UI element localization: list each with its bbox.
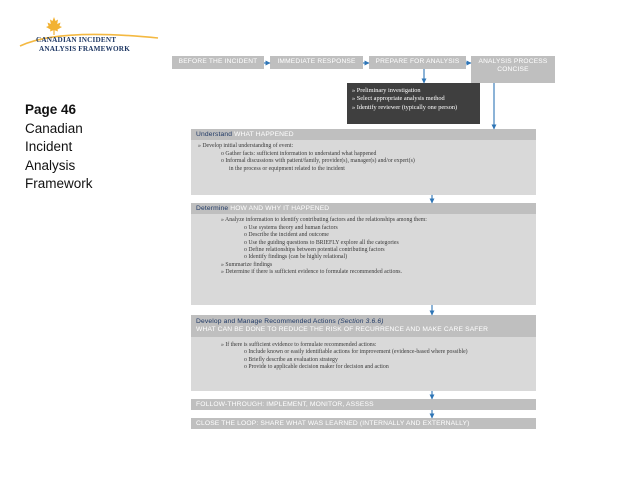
sub-bullet-item: o Gather facts: sufficient information to understand what happened [221,150,377,157]
bullet-item: » Determine if there is sufficient evidence to formulate recommended actions. [221,269,402,276]
caption-word: Analysis [25,157,76,173]
step-label: PREPARE FOR ANALYSIS [375,58,460,65]
sub-bullet-item: o Include known or easily identifiable actions for improvement (evidence-based where possible) [244,349,468,356]
sub-bullet-item: o Briefly describe an evaluation strategy [244,356,338,363]
sub-bullet-item: o Use the guiding questions to BRIEFLY explore all the categories [244,239,399,246]
understand-heading-rest: WHAT HAPPENED [232,131,294,138]
logo-title-line2: ANALYSIS FRAMEWORK [39,45,130,53]
follow-through-bar: FOLLOW-THROUGH: IMPLEMENT, MONITOR, ASSESS [191,399,536,410]
logo-title-line1: CANADIAN INCIDENT [36,36,117,44]
bullet-item: » If there is sufficient evidence to formulate recommended actions: [221,341,377,348]
sub-bullet-item: o Use systems theory and human factors [244,224,338,231]
prepare-detail: » Select appropriate analysis method [352,95,445,103]
step-sublabel: CONCISE [497,66,529,73]
bullet-item: » Summarize findings [221,261,273,268]
sub-bullet-item: o Define relationships between potential contributing factors [244,247,385,254]
prepare-detail: » Identify reviewer (typically one person) [352,103,458,111]
caption-word: Canadian [25,120,83,136]
sub-bullet-item: o Identify findings (can be highly relational) [244,254,348,261]
sub-bullet-continuation: in the process or equipment related to the incident [229,165,345,172]
determine-keyword: Determine [196,205,229,212]
develop-subtitle: WHAT CAN BE DONE TO REDUCE THE RISK OF RECURRENCE AND MAKE CARE SAFER [196,326,489,334]
page-number: Page 46 [25,102,77,117]
determine-heading-rest: HOW AND WHY IT HAPPENED [228,205,330,212]
sub-bullet-item: o Provide to applicable decision maker for decision and action [244,364,389,371]
caption-word: Framework [25,176,93,191]
sub-bullet-item: o Describe the incident and outcome [244,232,329,239]
develop-title: Develop and Manage Recommended Actions [196,318,336,325]
caption-word: Incident [25,139,73,154]
step-label: ANALYSIS PROCESS [478,58,548,65]
step-label: IMMEDIATE RESPONSE [277,58,356,65]
step-label: BEFORE THE INCIDENT [178,58,258,65]
develop-section-ref: (Section 3.6.6) [337,318,384,325]
prepare-detail: » Preliminary investigation [352,87,421,94]
close-the-loop-bar: CLOSE THE LOOP: SHARE WHAT WAS LEARNED (INTERNALLY AND EXTERNALLY) [191,418,536,429]
sub-bullet-item: o Informal discussions with patient/family, provider(s), manager(s) and/or expert(s) [221,158,415,165]
bullet-item: » Analyze information to identify contributing factors and the relationships among them: [221,217,427,224]
bullet-item: » Develop initial understanding of event: [198,143,294,150]
understand-keyword: Understand [196,131,233,138]
